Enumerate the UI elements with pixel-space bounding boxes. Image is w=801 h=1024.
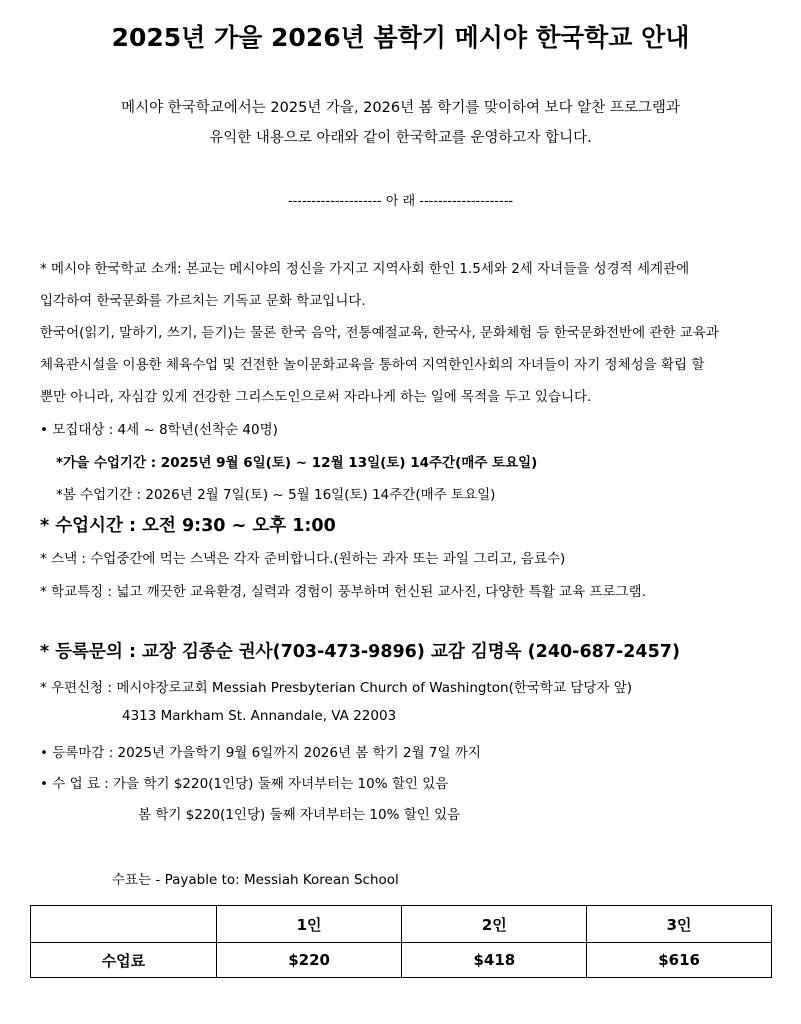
fee-table-corner-cell <box>31 906 217 943</box>
fee-table-header-row <box>31 906 772 943</box>
contact-info: * 등록문의 : 교장 김종순 권사(703-473-9896) 교감 김명옥 (240-687-2457) <box>40 642 680 662</box>
about-line-5: 뿐만 아니라, 자심감 있게 건강한 그리스도인으로써 자라나게 하는 일에 목적을 두고 있습니다. <box>40 389 592 405</box>
tuition-fall: • 수 업 료 : 가을 학기 $220(1인당) 둘째 자녀부터는 10% 할인 있음 <box>40 776 449 792</box>
fee-table-header-1: 1인 <box>216 906 402 943</box>
registration-deadline: • 등록마감 : 2025년 가을학기 9월 6일까지 2026년 봄 학기 2월 7일 까지 <box>40 745 481 761</box>
about-line-3: 한국어(읽기, 말하기, 쓰기, 듣기)는 물론 한국 음악, 전통예절교육, 한국사, 문화체험 등 한국문화전반에 관한 교육과 <box>40 325 719 341</box>
intro-line-1: 메시야 한국학교에서는 2025년 가을, 2026년 봄 학기를 맞이하여 보다 알찬 프로그램과 <box>121 100 680 116</box>
fee-table-cell-2: $418 <box>402 943 587 978</box>
intro-line-2: 유익한 내용으로 아래와 같이 한국학교를 운영하고자 합니다. <box>209 130 592 146</box>
tuition-spring: 봄 학기 $220(1인당) 둘째 자녀부터는 10% 할인 있음 <box>138 807 461 823</box>
fee-table <box>30 905 772 978</box>
snack-info: * 스낵 : 수업중간에 먹는 스낵은 각자 준비합니다.(원하는 과자 또는 과일 그리고, 음료수) <box>40 551 566 567</box>
page-title: 2025년 가을 2026년 봄학기 메시야 한국학교 안내 <box>111 23 690 52</box>
mail-application: * 우편신청 : 메시야장로교회 Messiah Presbyterian Church of Washington(한국학교 담당자 앞) <box>40 680 633 696</box>
about-line-1: * 메시야 한국학교 소개: 본교는 메시야의 정신을 가지고 지역사회 한인 1.5세와 2세 자녀들을 성경적 세계관에 <box>40 261 690 277</box>
fee-table-cell-3: $616 <box>587 943 772 978</box>
class-time: * 수업시간 : 오전 9:30 ~ 오후 1:00 <box>40 516 336 536</box>
fee-table-row <box>31 943 772 978</box>
mailing-address: 4313 Markham St. Annandale, VA 22003 <box>122 708 397 724</box>
payable-note: 수표는 - Payable to: Messiah Korean School <box>112 872 399 888</box>
fee-table-row-label: 수업료 <box>31 943 217 978</box>
section-divider: -------------------- 아 래 -------------------- <box>287 194 514 209</box>
school-features: * 학교특징 : 넓고 깨끗한 교육환경, 실력과 경험이 풍부하며 헌신된 교사진, 다양한 특활 교육 프로그램. <box>40 584 646 600</box>
fall-period: *가을 수업기간 : 2025년 9월 6일(토) ~ 12월 13일(토) 14주간(매주 토요일) <box>56 455 538 471</box>
fee-table-cell-1: $220 <box>216 943 402 978</box>
spring-period: *봄 수업기간 : 2026년 2월 7일(토) ~ 5월 16일(토) 14주간(매주 토요일) <box>56 487 496 503</box>
fee-table-header-3: 3인 <box>587 906 772 943</box>
recruit-info: • 모집대상 : 4세 ~ 8학년(선착순 40명) <box>40 422 278 438</box>
about-line-2: 입각하여 한국문화를 가르치는 기독교 문화 학교입니다. <box>40 293 366 309</box>
about-line-4: 체육관시설을 이용한 체육수업 및 건전한 놀이문화교육을 통하여 지역한인사회의 자녀들이 자기 정체성을 확립 할 <box>40 357 705 373</box>
fee-table-header-2: 2인 <box>402 906 587 943</box>
